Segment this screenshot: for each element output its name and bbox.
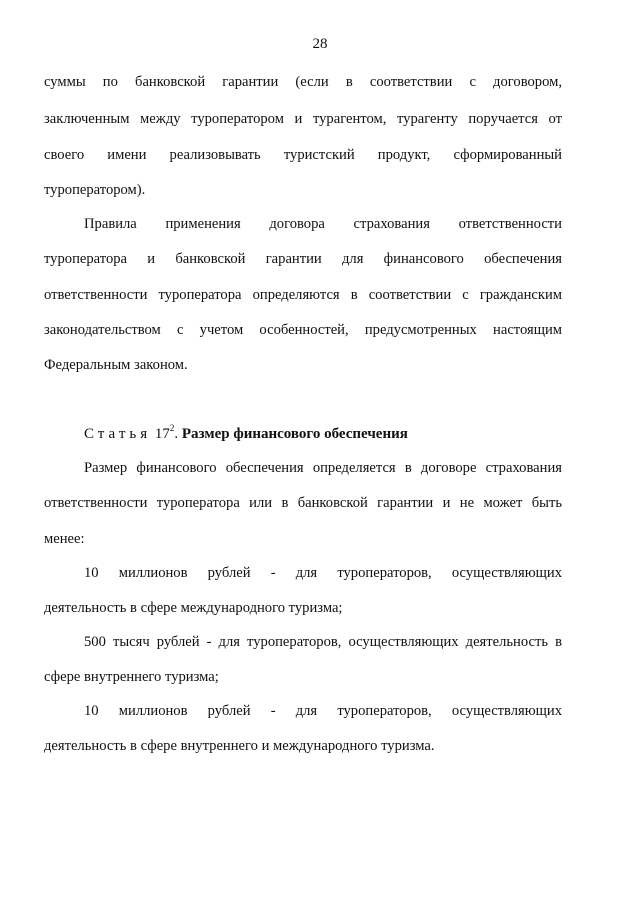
text-line: суммы по банковской гарантии (если в соответствии с договором, bbox=[44, 74, 562, 90]
article-prefix: Статья bbox=[84, 426, 152, 442]
text-line: менее: bbox=[44, 531, 85, 547]
text-line: своего имени реализовывать туристский продукт, сформированный bbox=[44, 147, 562, 163]
article-title: Размер финансового обеспечения bbox=[181, 426, 408, 442]
text-line: законодательством с учетом особенностей, предусмотренных настоящим bbox=[44, 322, 562, 338]
article-heading: Статья $17^2$. Размер финансового обеспечения bbox=[84, 423, 408, 442]
text-line: туроператора и банковской гарантии для финансового обеспечения bbox=[44, 251, 562, 267]
text-line: Федеральным законом. bbox=[44, 357, 188, 373]
text-line: ответственности туроператора или в банковской гарантии и не может быть bbox=[44, 495, 562, 511]
text-line: Правила применения договора страхования ответственности bbox=[84, 216, 562, 232]
list-item-line: 500 тысяч рублей - для туроператоров, осуществляющих деятельность в bbox=[84, 634, 562, 650]
list-item-line: сфере внутреннего туризма; bbox=[44, 669, 219, 685]
text-line: заключенным между туроператором и турагентом, турагенту поручается от bbox=[44, 111, 562, 127]
article-superscript: 2 bbox=[169, 423, 175, 433]
list-item-line: 10 миллионов рублей - для туроператоров, осуществляющих bbox=[84, 565, 562, 581]
text-line: ответственности туроператора определяются в соответствии с гражданским bbox=[44, 287, 562, 303]
list-item-line: деятельность в сфере внутреннего и международного туризма. bbox=[44, 738, 435, 754]
text-line: Размер финансового обеспечения определяется в договоре страхования bbox=[84, 460, 562, 476]
page-number: 28 bbox=[312, 36, 328, 52]
article-number: 17 bbox=[154, 426, 170, 442]
list-item-line: деятельность в сфере международного туризма; bbox=[44, 600, 343, 616]
text-line: туроператором). bbox=[44, 182, 146, 198]
list-item-line: 10 миллионов рублей - для туроператоров, осуществляющих bbox=[84, 703, 562, 719]
